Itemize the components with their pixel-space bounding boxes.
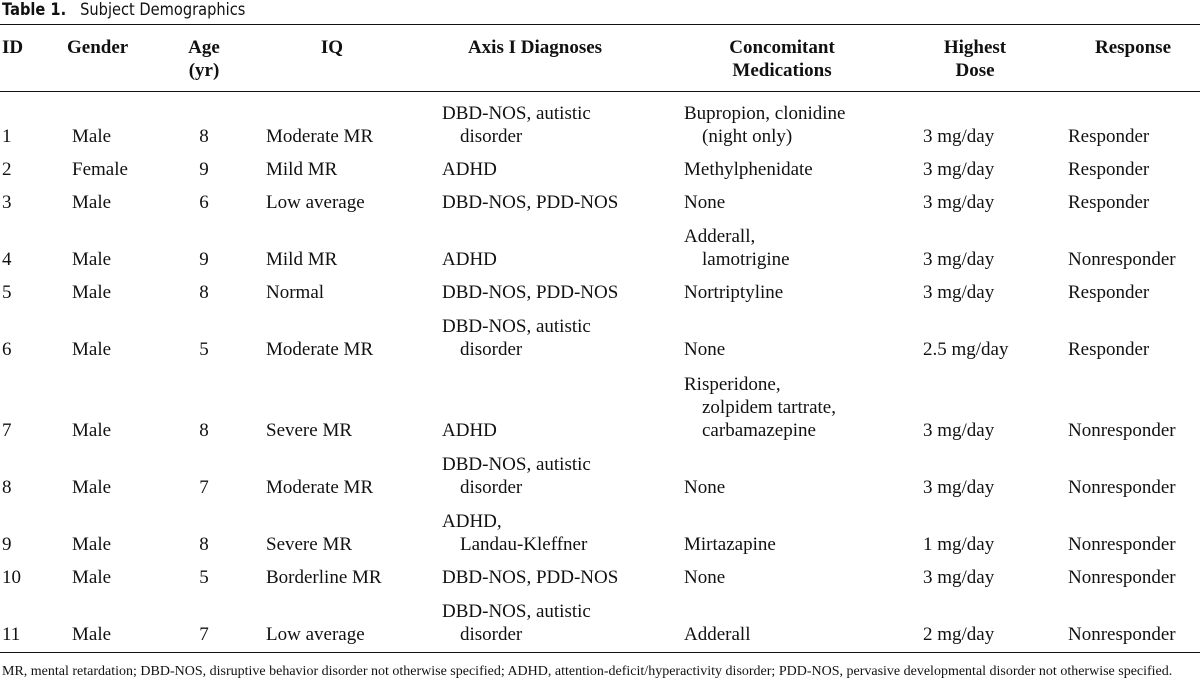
- cell-axis-line: ADHD: [442, 420, 497, 441]
- cell-id: 7: [2, 420, 12, 441]
- cell-axis: [442, 158, 497, 181]
- bottom-rule: [0, 652, 1200, 653]
- cell-iq: Moderate MR: [266, 126, 374, 147]
- cell-response: Nonresponder: [1068, 420, 1176, 441]
- cell-iq: Mild MR: [266, 249, 338, 270]
- cell-iq: Severe MR: [266, 420, 353, 441]
- cell-axis-line: DBD-NOS, autistic: [442, 601, 591, 622]
- cell-dose: 2 mg/day: [923, 624, 995, 645]
- cell-axis: [442, 248, 497, 271]
- header-rule: [0, 91, 1200, 92]
- cell-iq: Low average: [266, 192, 365, 213]
- header-gender: Gender: [67, 37, 129, 58]
- cell-iq: Severe MR: [266, 534, 353, 555]
- cell-dose: 2.5 mg/day: [923, 339, 1009, 360]
- cell-id: 9: [2, 534, 12, 555]
- cell-dose: 3 mg/day: [923, 126, 995, 147]
- cell-gender: Male: [72, 567, 112, 588]
- cell-id: 5: [2, 282, 12, 303]
- cell-axis-line: ADHD,: [442, 511, 502, 532]
- cell-gender: Male: [72, 624, 112, 645]
- cell-response: Responder: [1068, 126, 1150, 147]
- cell-axis: [442, 566, 618, 589]
- cell-meds: [684, 191, 725, 214]
- cell-age: 9: [199, 249, 209, 270]
- cell-response: Responder: [1068, 159, 1150, 180]
- cell-axis-line: disorder: [460, 624, 523, 645]
- cell-response: Responder: [1068, 282, 1150, 303]
- cell-axis-line: DBD-NOS, autistic: [442, 103, 591, 124]
- cell-meds-line: None: [684, 567, 726, 588]
- cell-age: 8: [199, 420, 209, 441]
- cell-axis: [442, 510, 587, 556]
- cell-gender: Male: [72, 477, 112, 498]
- header-meds-line1: Concomitant: [729, 37, 835, 58]
- top-rule: [0, 24, 1200, 25]
- cell-axis: [442, 315, 591, 361]
- cell-axis-line: ADHD: [442, 249, 497, 270]
- cell-meds: [684, 338, 725, 361]
- cell-axis-line: DBD-NOS, autistic: [442, 316, 591, 337]
- cell-meds-line: None: [684, 477, 726, 498]
- cell-id: 8: [2, 477, 12, 498]
- cell-axis-line: ADHD: [442, 159, 497, 180]
- cell-age: 7: [199, 624, 209, 645]
- cell-dose: 3 mg/day: [923, 192, 995, 213]
- table-label: Table 1.: [2, 0, 67, 20]
- cell-id: 3: [2, 192, 12, 213]
- cell-meds-line: Methylphenidate: [684, 159, 813, 180]
- cell-id: 11: [2, 624, 21, 645]
- cell-meds-line: None: [684, 192, 726, 213]
- cell-gender: Male: [72, 339, 112, 360]
- cell-axis-line: DBD-NOS, PDD-NOS: [442, 282, 619, 303]
- cell-dose: 1 mg/day: [923, 534, 995, 555]
- header-age-line2: (yr): [188, 60, 220, 81]
- cell-iq: Moderate MR: [266, 477, 374, 498]
- cell-meds: [684, 225, 790, 271]
- cell-id: 1: [2, 126, 12, 147]
- cell-axis: [442, 600, 591, 646]
- cell-axis-line: DBD-NOS, PDD-NOS: [442, 567, 619, 588]
- cell-id: 4: [2, 249, 12, 270]
- cell-meds-line: Adderall,: [684, 226, 756, 247]
- cell-meds: [684, 566, 725, 589]
- table-title: Subject Demographics: [80, 0, 246, 20]
- cell-meds-line: (night only): [702, 126, 793, 147]
- cell-meds-line: lamotrigine: [702, 249, 790, 270]
- header-dose: [944, 36, 1006, 82]
- cell-dose: 3 mg/day: [923, 477, 995, 498]
- cell-response: Nonresponder: [1068, 624, 1176, 645]
- cell-age: 5: [199, 567, 209, 588]
- cell-axis-line: disorder: [460, 126, 523, 147]
- cell-gender: Male: [72, 420, 112, 441]
- cell-dose: 3 mg/day: [923, 420, 995, 441]
- cell-axis-line: Landau-Kleffner: [460, 534, 588, 555]
- cell-gender: Male: [72, 192, 112, 213]
- cell-dose: 3 mg/day: [923, 159, 995, 180]
- cell-age: 9: [199, 159, 209, 180]
- cell-gender: Female: [72, 159, 128, 180]
- cell-axis-line: DBD-NOS, PDD-NOS: [442, 192, 619, 213]
- cell-id: 10: [2, 567, 21, 588]
- cell-meds: [684, 281, 783, 304]
- table-caption: [2, 0, 245, 20]
- cell-response: Nonresponder: [1068, 534, 1176, 555]
- cell-meds-line: Bupropion, clonidine: [684, 103, 846, 124]
- header-dose-line2: Dose: [955, 60, 995, 81]
- header-age: [188, 36, 220, 82]
- cell-iq: Borderline MR: [266, 567, 382, 588]
- cell-meds: [684, 102, 845, 148]
- cell-age: 6: [199, 192, 209, 213]
- cell-meds: [684, 533, 776, 556]
- cell-age: 7: [199, 477, 209, 498]
- cell-axis: [442, 191, 618, 214]
- cell-meds-line: Risperidone,: [684, 374, 781, 395]
- cell-id: 6: [2, 339, 12, 360]
- cell-response: Nonresponder: [1068, 567, 1176, 588]
- cell-meds: [684, 373, 836, 442]
- cell-meds-line: Nortriptyline: [684, 282, 784, 303]
- cell-meds: [684, 158, 813, 181]
- cell-axis: [442, 102, 591, 148]
- cell-meds-line: zolpidem tartrate,: [702, 397, 836, 418]
- cell-dose: 3 mg/day: [923, 282, 995, 303]
- cell-id: 2: [2, 159, 12, 180]
- cell-meds-line: Mirtazapine: [684, 534, 776, 555]
- cell-dose: 3 mg/day: [923, 567, 995, 588]
- cell-response: Responder: [1068, 339, 1150, 360]
- header-age-line1: Age: [188, 37, 220, 58]
- cell-age: 5: [199, 339, 209, 360]
- header-response: Response: [1094, 37, 1172, 58]
- cell-gender: Male: [72, 126, 112, 147]
- table-footnote: MR, mental retardation; DBD-NOS, disruptive behavior disorder not otherwise specified; ADHD, attention-deficit/hyperactivity disorder; PDD-NOS, pervasive developmental disorder not otherwise specified.: [2, 664, 1173, 679]
- cell-axis-line: disorder: [460, 339, 523, 360]
- cell-gender: Male: [72, 282, 112, 303]
- cell-age: 8: [199, 534, 209, 555]
- cell-meds-line: None: [684, 339, 726, 360]
- header-dose-line1: Highest: [943, 37, 1007, 58]
- cell-age: 8: [199, 126, 209, 147]
- cell-iq: Moderate MR: [266, 339, 374, 360]
- cell-iq: Normal: [266, 282, 325, 303]
- cell-dose: 3 mg/day: [923, 249, 995, 270]
- cell-age: 8: [199, 282, 209, 303]
- header-iq: IQ: [320, 37, 344, 58]
- cell-gender: Male: [72, 534, 112, 555]
- cell-axis-line: disorder: [460, 477, 523, 498]
- cell-response: Responder: [1068, 192, 1150, 213]
- header-meds: [729, 36, 835, 82]
- header-meds-line2: Medications: [732, 60, 832, 81]
- cell-iq: Low average: [266, 624, 365, 645]
- cell-meds: [684, 476, 725, 499]
- cell-iq: Mild MR: [266, 159, 338, 180]
- cell-meds: [684, 623, 750, 646]
- cell-axis: [442, 281, 618, 304]
- cell-gender: Male: [72, 249, 112, 270]
- cell-response: Nonresponder: [1068, 477, 1176, 498]
- cell-response: Nonresponder: [1068, 249, 1176, 270]
- cell-meds-line: Adderall: [684, 624, 751, 645]
- cell-axis-line: DBD-NOS, autistic: [442, 454, 591, 475]
- header-id: ID: [2, 37, 24, 58]
- cell-axis: [442, 419, 497, 442]
- cell-axis: [442, 453, 591, 499]
- cell-meds-line: carbamazepine: [702, 420, 816, 441]
- header-axis: Axis I Diagnoses: [467, 37, 603, 58]
